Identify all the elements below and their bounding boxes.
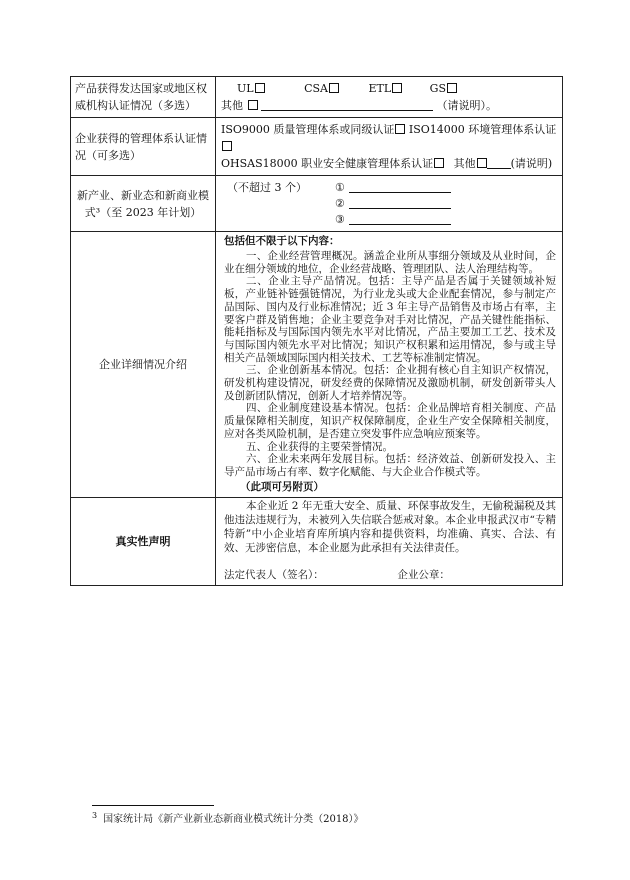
management-label-cell — [71, 118, 216, 176]
mgmt-other-label: 其他 — [453, 157, 476, 170]
item-1-input[interactable] — [349, 182, 451, 193]
cert-other-suffix: （请说明）。 — [436, 99, 497, 112]
mgmt-other-checkbox[interactable] — [477, 158, 487, 168]
legal-rep-signature[interactable]: 法定代表人（签名）： — [224, 568, 324, 581]
new-industry-label-cell — [71, 176, 216, 232]
iso9000-label: ISO9000 质量管理体系或同级认证 — [221, 123, 395, 136]
new-industry-item-2[interactable] — [335, 195, 451, 211]
footnote — [92, 810, 364, 825]
cert-other-checkbox[interactable] — [248, 100, 258, 110]
cert-option-csa[interactable] — [304, 80, 339, 97]
cert-option-csa-label: CSA — [304, 82, 328, 95]
cert-option-ul[interactable] — [237, 80, 265, 97]
footnote-number: 3 — [92, 810, 98, 820]
details-paragraph-5: 五、企业获得的主要荣誉情况。 — [246, 440, 393, 453]
certification-label: 产品获得发达国家或地区权威机构认证情况（多选） — [75, 82, 207, 112]
new-industry-label: 新产业、新业态和新商业模式³（至 2023 年计划） — [77, 188, 209, 219]
item-3-marker: ③ — [335, 212, 345, 226]
new-industry-row — [71, 176, 563, 232]
details-paragraph-4: 四、企业制度建设基本情况。包括：企业品牌培育相关制度、产品质量保障相关制度，知识产权保障制度，企业生产安全保障相关制度，应对各类风险机制，是否建立突发事件应急响应预案等。 — [224, 402, 556, 440]
details-value-cell[interactable] — [216, 232, 563, 498]
certification-row — [71, 77, 563, 118]
cert-option-gs-label: GS — [429, 82, 446, 95]
cert-gs-checkbox[interactable] — [447, 83, 457, 93]
details-footer: （此项可另附页） — [240, 480, 324, 493]
footnote-text: 国家统计局《新产业新业态新商业模式统计分类（2018）》 — [103, 814, 364, 825]
mgmt-other-input[interactable] — [487, 157, 511, 169]
new-industry-item-3[interactable] — [335, 211, 451, 227]
certification-label-cell — [71, 77, 216, 118]
new-industry-note: （不超过 3 个） — [227, 181, 307, 194]
details-paragraph-3: 三、企业创新基本情况。包括：企业拥有核心自主知识产权情况，研发机构建设情况，研发经费的保障情况及激励机制，研发创新带头人及创新团队情况，创新人才培养情况等。 — [224, 364, 556, 402]
item-2-input[interactable] — [349, 198, 451, 209]
item-3-input[interactable] — [349, 214, 451, 225]
ohsas-checkbox[interactable] — [434, 158, 444, 168]
management-value-cell — [216, 118, 563, 176]
details-paragraph-6: 六、企业未来两年发展目标。包括：经济效益、创新研发投入、主导产品市场占有率、数字化赋能、与大企业合作模式等。 — [224, 453, 556, 478]
details-paragraph-2: 二、企业主导产品情况。包括：主导产品是否属于关键领域补短板，产业链补链强链情况，为行业龙头或大企业配套情况，参与制定产品国际、国内及行业标准情况；近 3 年主导产品销售及市场占有率，主要客户群及销售地；企业主要竞争对手对比情况，产品关键性能指标、能耗指标及与国际国内领先水平对比情况，产品主要加工工艺、技术及与国际国内领先水平对比情况；知识产权积累和运用情况，参与或主导相关产品领域国际国内相关技术、工艺等标准制定情况。 — [224, 275, 556, 364]
management-row — [71, 118, 563, 176]
mgmt-other-suffix: (请说明) — [510, 157, 553, 170]
cert-ul-checkbox[interactable] — [255, 83, 265, 93]
item-1-marker: ① — [335, 180, 345, 194]
cert-other-input[interactable] — [261, 99, 433, 111]
signature-row — [224, 567, 556, 584]
details-label-cell — [71, 232, 216, 498]
declaration-value-cell — [216, 497, 563, 585]
declaration-text: 本企业近 2 年无重大安全、质量、环保事故发生，无偷税漏税及其他违法违规行为，未被列入失信联合惩戒对象。本企业申报武汉市“专精特新”中小企业培育库所填内容和提供资料，均准确、真实、合法、有效、无涉密信息，本企业愿为此承担有关法律责任。 — [224, 499, 556, 554]
cert-etl-checkbox[interactable] — [392, 83, 402, 93]
cert-option-etl-label: ETL — [368, 82, 392, 95]
cert-other-label: 其他 — [221, 99, 243, 112]
management-label: 企业获得的管理体系认证情况（可多选） — [75, 131, 207, 162]
cert-option-ul-label: UL — [237, 82, 254, 95]
footnote-divider — [92, 805, 214, 806]
details-label: 企业详细情况介绍 — [99, 357, 187, 371]
certification-value-cell — [216, 77, 563, 118]
iso9000-checkbox[interactable] — [395, 124, 405, 134]
iso14000-label: ISO14000 环境管理体系认证 — [408, 123, 557, 136]
details-paragraph-1: 一、企业经营管理概况。涵盖企业所从事细分领域及从业时间，企业在细分领域的地位，企业经营战略、管理团队、法人治理结构等。 — [224, 250, 556, 275]
details-heading: 包括但不限于以下内容： — [224, 235, 340, 247]
declaration-row — [71, 497, 563, 585]
ohsas-label: OHSAS18000 职业安全健康管理体系认证 — [221, 157, 434, 170]
iso14000-checkbox[interactable] — [222, 141, 232, 151]
new-industry-value-cell — [216, 176, 563, 232]
details-row — [71, 232, 563, 498]
application-form-table — [70, 76, 563, 586]
cert-option-etl[interactable] — [368, 80, 402, 97]
company-seal[interactable]: 企业公章： — [397, 568, 450, 581]
declaration-label: 真实性声明 — [115, 534, 171, 548]
declaration-label-cell — [71, 497, 216, 585]
cert-option-gs[interactable] — [430, 80, 457, 97]
cert-csa-checkbox[interactable] — [329, 83, 339, 93]
item-2-marker: ② — [335, 196, 345, 210]
new-industry-item-1[interactable] — [335, 179, 451, 195]
